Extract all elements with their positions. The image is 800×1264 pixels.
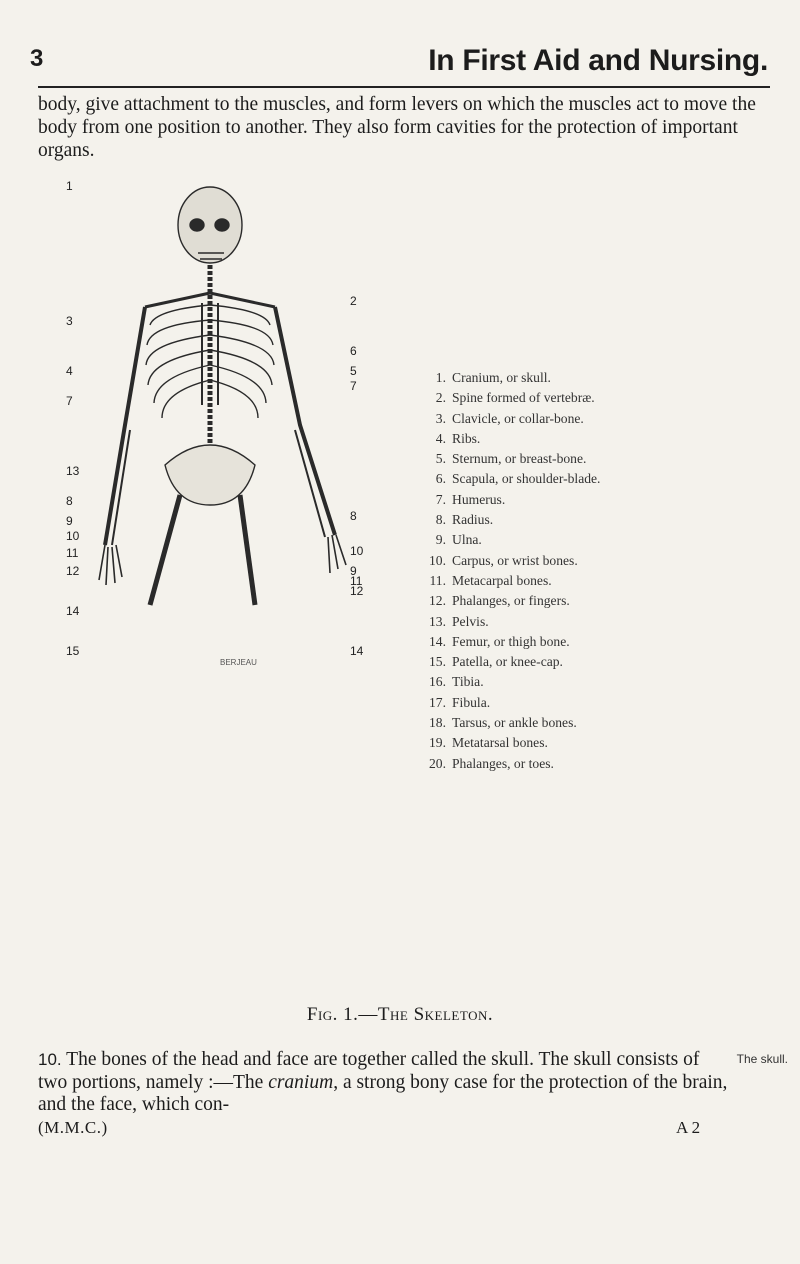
paragraph-number: 10.	[38, 1050, 62, 1069]
left-arm-illustration	[105, 307, 145, 545]
header-rule	[38, 86, 770, 88]
legend-item: 5. Sternum, or breast-bone.	[435, 451, 587, 467]
intro-paragraph: body, give attachment to the muscles, and form levers on which the muscles act to move the body from one position to another. They also form cavities for the protection of important organs.	[38, 94, 756, 161]
figure-legend	[420, 368, 600, 774]
figure-callout-left: 8	[66, 494, 73, 508]
figure-callout-right: 11	[350, 574, 363, 588]
legend-item: 12. Phalanges, or fingers.	[429, 593, 570, 609]
sheet-mark: A 2	[676, 1118, 701, 1137]
skeleton-figure	[50, 175, 410, 675]
legend-item: 15. Patella, or knee-cap.	[429, 654, 563, 670]
running-title: In First Aid and Nursing.	[428, 44, 768, 77]
right-arm-illustration	[275, 307, 335, 535]
italic-term: cranium	[268, 1071, 334, 1093]
right-leg-illustration	[240, 495, 255, 605]
legend-item: 13. Pelvis.	[429, 613, 489, 629]
legend-item: 20. Phalanges, or toes.	[429, 755, 554, 771]
legend-item: 16. Tibia.	[429, 674, 484, 690]
legend-item: 11. Metacarpal bones.	[429, 572, 552, 588]
figure-callout-right: 6	[350, 344, 357, 358]
figure-callout-left: 15	[66, 644, 80, 658]
legend-item: 18. Tarsus, or ankle bones.	[429, 715, 577, 731]
skull-illustration	[178, 187, 242, 263]
legend-item: 8. Radius.	[435, 512, 494, 528]
marginal-note: The skull.	[736, 1052, 788, 1066]
figure-callout-right: 7	[350, 379, 357, 393]
figure-callout-left: 4	[66, 364, 73, 378]
legend-item: 3. Clavicle, or collar-bone.	[435, 410, 584, 426]
signature-mark: (M.M.C.)	[38, 1118, 108, 1137]
legend-item: 6. Scapula, or shoulder-blade.	[435, 471, 601, 487]
legend-item: 10. Carpus, or wrist bones.	[429, 552, 578, 568]
legend-item: 14. Femur, or thigh bone.	[429, 633, 570, 649]
legend-item: 17. Fibula.	[429, 694, 491, 710]
figure-callout-left: 10	[66, 529, 80, 543]
figure-callout-left: 1	[66, 179, 73, 193]
legend-item: 7. Humerus.	[435, 491, 506, 507]
page-number: 3	[30, 45, 44, 72]
left-leg-illustration	[150, 495, 180, 605]
figure-callout-left: 14	[66, 604, 80, 618]
figure-callout-left: 12	[66, 564, 80, 578]
figure-callout-right: 10	[350, 544, 364, 558]
figure-callout-right: 9	[350, 564, 357, 578]
engraver-signature: BERJEAU	[220, 658, 257, 667]
figure-caption: Fig. 1.—The Skeleton.	[306, 1004, 494, 1025]
body-paragraph: 10. The bones of the head and face are together called the skull. The skull consists of two portions, namely :—The cranium, a strong bony case for the protection of the brain, and the face, which con-	[38, 1049, 728, 1115]
figure-callout-right: 5	[350, 364, 357, 378]
figure-callout-left: 9	[66, 514, 73, 528]
figure-callout-left: 13	[66, 464, 80, 478]
figure-callout-right: 12	[350, 584, 364, 598]
figure-callout-right: 2	[350, 294, 357, 308]
legend-item: 4. Ribs.	[435, 430, 481, 446]
legend-item: 9. Ulna.	[435, 532, 482, 548]
legend-item: 2. Spine formed of vertebræ.	[435, 390, 595, 406]
figure-callout-left: 3	[66, 314, 73, 328]
legend-item: 19. Metatarsal bones.	[429, 735, 548, 751]
legend-item: 1. Cranium, or skull.	[435, 370, 551, 385]
figure-callout-left: 7	[66, 394, 73, 408]
figure-callout-left: 11	[66, 546, 79, 560]
figure-callout-right: 14	[350, 644, 364, 658]
figure-callout-right: 8	[350, 509, 357, 523]
